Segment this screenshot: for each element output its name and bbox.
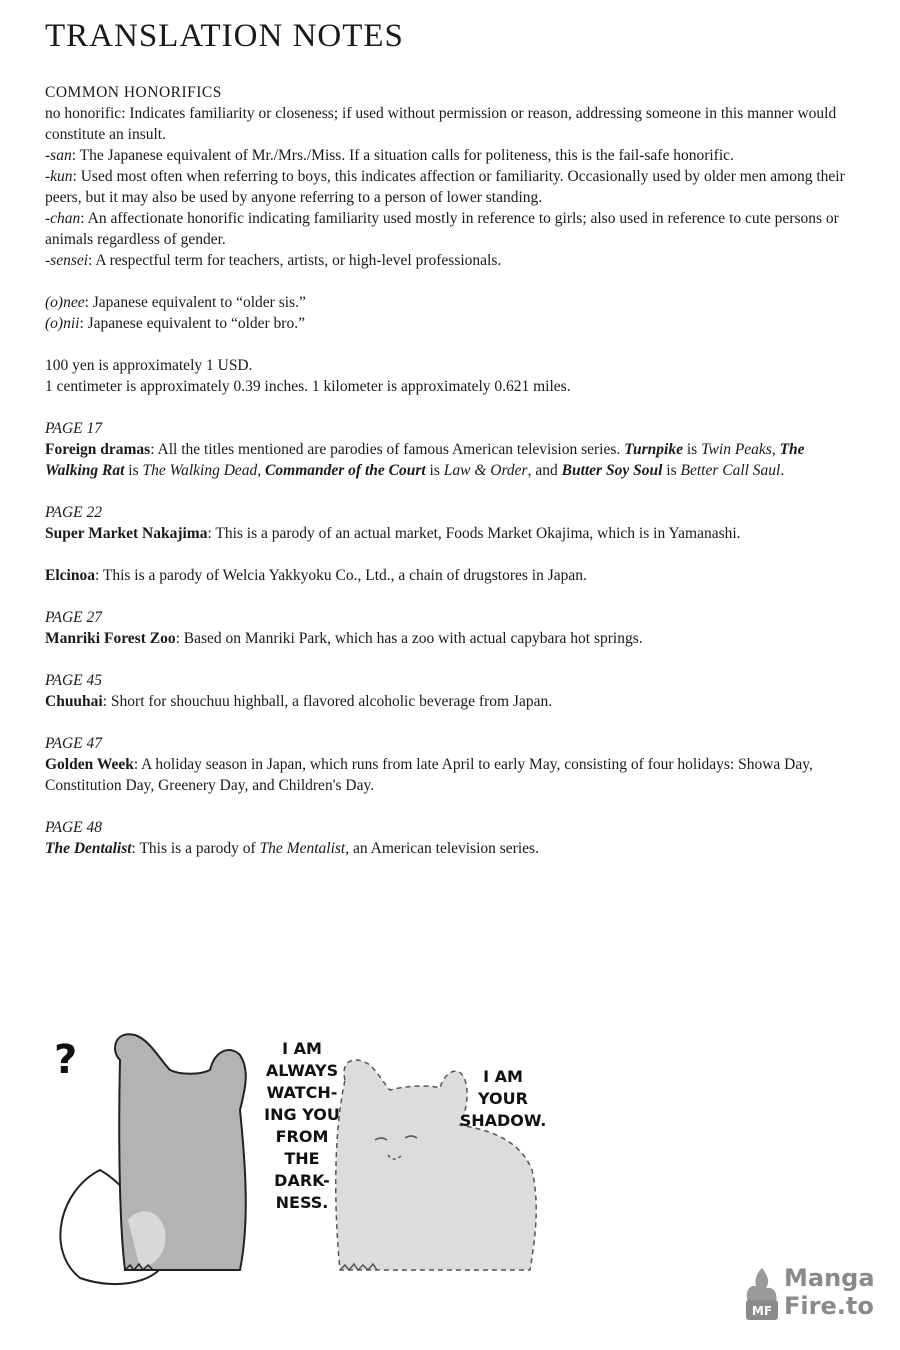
note-term: Manriki Forest Zoo [45,630,176,647]
page-27-note [45,628,845,649]
conversion-note: 100 yen is approximately 1 USD. [45,357,253,374]
page-17-heading: PAGE 17 [45,420,102,437]
page-47-heading: PAGE 47 [45,735,102,752]
note-text: : This is a parody of Welcia Yakkyoku Co., Ltd., a chain of drugstores in Japan. [94,567,587,584]
honorific-text: : A respectful term for teachers, artists, or high-level professionals. [88,252,502,269]
page-title: TRANSLATION NOTES [45,18,404,54]
note-term: Foreign dramas [45,441,151,458]
note-text: : All the titles mentioned are parodies of famous American television series. [150,441,625,458]
original-title: The Mentalist [259,840,346,857]
original-title: Law & Order [443,462,528,479]
honorific-entry [45,250,845,271]
question-mark: ? [54,1037,78,1083]
parody-title: Commander of the Court [265,462,426,479]
watermark-badge: MF [751,1304,773,1318]
note-term: Super Market Nakajima [45,525,208,542]
note-text: : This is a parody of [131,840,260,857]
note-text: , [257,462,266,479]
note-text: is [124,462,143,479]
note-text: is [682,441,702,458]
note-text: : A holiday season in Japan, which runs from late April to early May, consisting of four holidays: Showa Day, Constitution Day, Greenery Day, and Children's Day. [45,756,813,794]
honorific-term: -chan [45,210,81,227]
conversion-note: 1 centimeter is approximately 0.39 inches. 1 kilometer is approximately 0.621 miles. [45,378,571,395]
watermark-logo [740,1264,880,1324]
page-17-note [45,439,845,481]
speech-bubble-right: I AM YOUR SHADOW. [459,1067,547,1130]
original-title: Twin Peaks [701,441,772,458]
note-text: : Based on Manriki Park, which has a zoo with actual capybara hot springs. [175,630,643,647]
note-term: The Dentalist [45,840,132,857]
page-22-note [45,523,845,544]
parody-title: The Walking Rat [45,441,805,479]
page-47-note [45,754,845,796]
honorific-term: -kun [45,168,73,185]
sibling-text: : Japanese equivalent to “older bro.” [79,315,305,332]
note-text: . [780,462,785,479]
note-term: Chuuhai [45,693,103,710]
sibling-term: (o)nee [45,294,85,311]
note-text: is [662,462,681,479]
speech-bubble-left: I AM ALWAYS WATCH- ING YOU FROM THE DARK- NESS. [264,1039,340,1212]
page-22-note [45,565,845,586]
sibling-text: : Japanese equivalent to “older sis.” [84,294,306,311]
page-45-note [45,691,845,712]
parody-title: Butter Soy Soul [561,462,663,479]
parody-title: Turnpike [624,441,683,458]
note-term: Golden Week [45,756,134,773]
page-22-heading: PAGE 22 [45,504,102,521]
honorific-entry [45,103,845,145]
honorifics-heading: COMMON HONORIFICS [45,84,222,101]
honorific-text: : The Japanese equivalent of Mr./Mrs./Miss. If a situation calls for politeness, this is the fail-safe honorific. [71,147,734,164]
original-title: The Walking Dead [142,462,258,479]
note-text: , an American television series. [345,840,539,857]
watermark-text: Manga Fire.to [784,1264,875,1320]
note-text: , [771,441,780,458]
page-48-note [45,838,845,859]
end-illustration [40,1030,560,1290]
page-27-heading: PAGE 27 [45,609,102,626]
note-text: , and [527,462,562,479]
original-title: Better Call Saul [680,462,781,479]
honorific-text: : Used most often when referring to boys, this indicates affection or familiarity. Occasionally used by older men among their peers, but it may also be used by anyone referring to a person of lower standing. [45,168,845,206]
honorific-entry [45,145,845,166]
sibling-entry [45,313,845,334]
honorific-text: : Indicates familiarity or closeness; if used without permission or reason, addressing someone in this manner would constitute an insult. [45,105,837,143]
flame-icon [740,1264,784,1324]
honorific-term: -sensei [45,252,89,269]
notes-body [45,82,845,859]
honorific-term: -san [45,147,72,164]
honorific-text: : An affectionate honorific indicating familiarity used mostly in reference to girls; also used in reference to cute persons or animals regardless of gender. [45,210,839,248]
honorific-term: no honorific [45,105,122,122]
note-text: is [425,462,444,479]
page-45-heading: PAGE 45 [45,672,102,689]
note-term: Elcinoa [45,567,95,584]
sibling-term: (o)nii [45,315,80,332]
honorific-entry [45,166,845,208]
sibling-entry [45,292,845,313]
page-48-heading: PAGE 48 [45,819,102,836]
honorific-entry [45,208,845,250]
note-text: : Short for shouchuu highball, a flavored alcoholic beverage from Japan. [102,693,553,710]
note-text: : This is a parody of an actual market, Foods Market Okajima, which is in Yamanashi. [207,525,741,542]
